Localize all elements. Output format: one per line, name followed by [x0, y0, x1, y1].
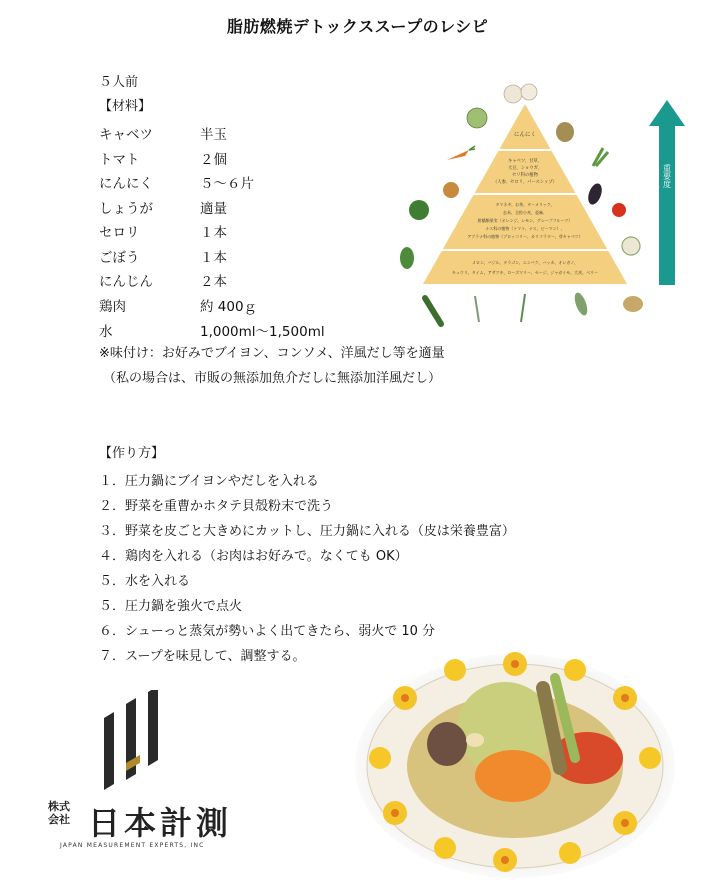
sage-icon: [572, 291, 590, 317]
pyramid-tier-3-line: ナス科の植物（トマト、ナス、ピーマン）、: [485, 226, 565, 231]
ingredient-name: キャベツ: [99, 127, 153, 143]
logo-english-name: JAPAN MEASUREMENT EXPERTS, INC: [60, 842, 205, 849]
step-item: ５．水を入れる: [99, 574, 191, 589]
soup-plate-photo: [355, 648, 675, 878]
pyramid-tier-3-line: 玄米、全粒小麦、亜麻、: [503, 210, 547, 215]
page-title: 脂肪燃焼デトックススープのレシピ: [226, 17, 489, 36]
ingredient-name: セロリ: [99, 225, 140, 241]
potato-icon: [623, 296, 643, 312]
ingredient-amount: １本: [200, 225, 227, 241]
servings: ５人前: [99, 75, 139, 90]
step-item: ３．野菜を皮ごと大きめにカットし、圧力鍋に入れる（皮は栄養豊富）: [99, 524, 515, 539]
ingredient-amount: 1,000ml～1,500ml: [200, 324, 325, 340]
ingredient-amount: 約 400ｇ: [200, 299, 258, 315]
garlic-icon: [504, 84, 537, 103]
importance-arrow-icon: [649, 100, 685, 285]
pyramid-tier-3-line: アブラナ科の植物（ブロッコリー、カリフラワー、芽キャベツ）: [467, 234, 583, 239]
carrot-piece: [475, 750, 551, 802]
ingredient-name: トマト: [99, 152, 140, 168]
broccoli-icon: [409, 200, 429, 220]
ingredient-name: にんにく: [99, 176, 153, 192]
artichoke-icon: [556, 122, 574, 142]
herb-icon: [400, 247, 414, 269]
celery-icon: [593, 148, 608, 166]
cabbage-icon: [467, 108, 487, 128]
pyramid-tier-4-line: キュウリ、タイム、アサツキ、ローズマリー、セージ、ジャガイモ、大麦、ベリー: [451, 270, 599, 275]
food-pyramid-illustration: [395, 78, 685, 328]
cucumber-icon: [425, 298, 441, 324]
ingredient-amount: ２個: [200, 152, 227, 168]
logo-kabushiki: 株式会社: [48, 800, 70, 826]
ingredient-name: しょうが: [99, 201, 153, 217]
seasoning-note: ※味付け：お好みでブイヨン、コンソメ、洋風だし等を適量: [99, 346, 445, 361]
pyramid-tier-2-line: （人参、セロリ、パースシップ）: [493, 180, 557, 185]
ingredient-name: にんじん: [99, 274, 153, 290]
pyramid-tier-2-line: 大豆、ショウガ、: [507, 166, 543, 171]
ingredient-name: ごぼう: [99, 250, 140, 266]
step-item: １．圧力鍋にブイヨンやだしを入れる: [99, 474, 319, 489]
arrow-label-char: 重要度: [662, 164, 672, 188]
pyramid-tier-2-line: キャベツ、甘草、: [507, 159, 543, 164]
ingredient-amount: 半玉: [200, 127, 227, 143]
garlic-piece: [466, 733, 484, 747]
pyramid-tier-2-line: セリ科の植物: [512, 173, 538, 178]
step-item: ２．野菜を重曹かホタテ貝殻粉末で洗う: [99, 499, 334, 514]
ingredient-amount: ５～６片: [200, 176, 254, 192]
step-item: ７．スープを味見して、調整する。: [99, 649, 306, 664]
step-item: ４．鶏肉を入れる（お肉はお好みで。なくても OK）: [99, 549, 408, 564]
ingredient-name: 水: [99, 324, 113, 340]
logo-company-name: 日本計測: [88, 804, 233, 842]
step-item: ５．圧力鍋を強火で点火: [99, 599, 243, 614]
cauliflower-icon: [622, 237, 640, 255]
pyramid-tier-1: にんにく: [513, 132, 537, 138]
logo-bars-icon: [100, 690, 170, 790]
step-item: ６．シューっと蒸気が勢いよく出てきたら、弱火で 10 分: [99, 624, 436, 639]
chicken-piece: [427, 722, 467, 766]
carrot-icon: [447, 146, 475, 160]
ingredient-amount: 適量: [200, 201, 227, 217]
ingredients-heading: 【材料】: [99, 99, 152, 114]
pyramid-tier-4-line: メロン、バジル、タラゴン、エンバク、ハッカ、オレガノ、: [471, 260, 579, 265]
eggplant-icon: [586, 182, 605, 207]
method-heading: 【作り方】: [99, 446, 165, 461]
pyramid-tier-3-line: タマネギ、お茶、ターメリック、: [495, 202, 555, 207]
pyramid-tier-3-line: 柑橘類果実（オレンジ、レモン、グレープフルーツ）: [477, 218, 573, 223]
seasoning-note-detail: （私の場合は、市販の無添加魚介だしに無添加洋風だし）: [103, 371, 442, 386]
company-logo: [40, 690, 240, 860]
onion-icon: [443, 182, 459, 198]
tomato-icon: [612, 203, 626, 217]
rosemary-icon: [521, 294, 525, 322]
ingredient-amount: ２本: [200, 274, 227, 290]
thyme-icon: [475, 296, 479, 322]
ingredient-amount: １本: [200, 250, 227, 266]
ingredient-name: 鶏肉: [99, 299, 126, 315]
